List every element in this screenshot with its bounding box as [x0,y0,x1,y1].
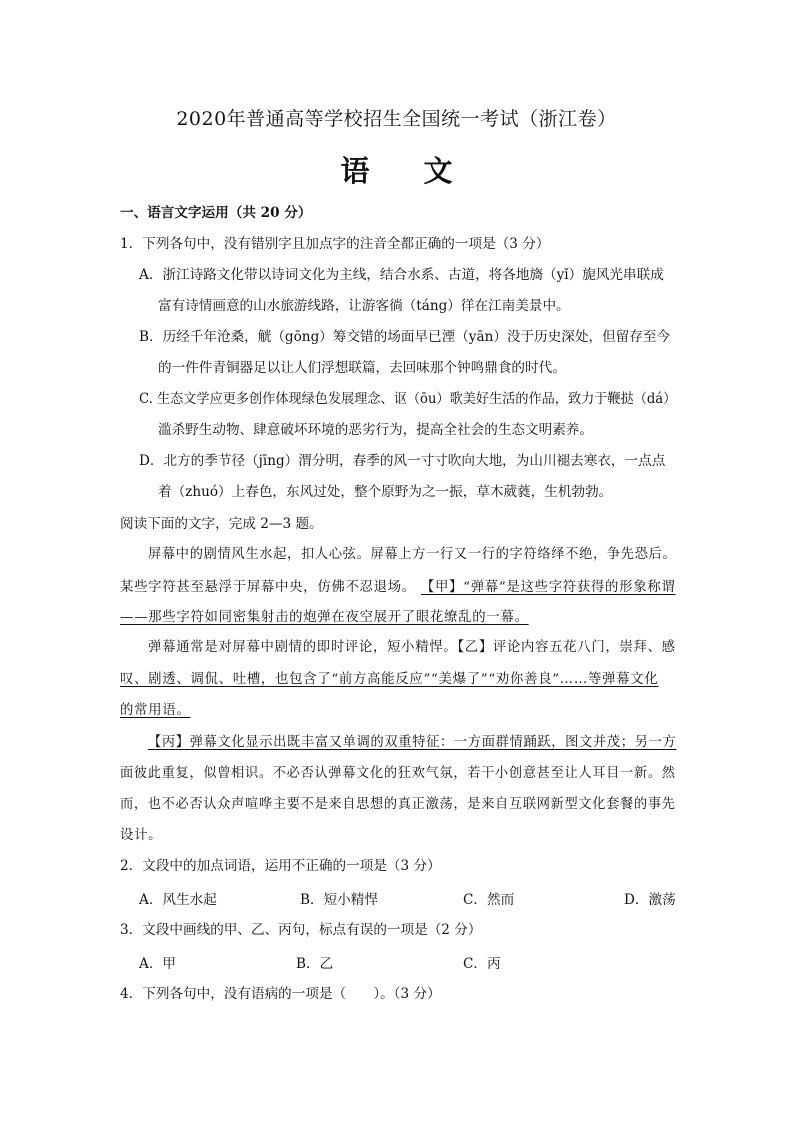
q1-option-d-line2: 着（zhuó）上春色，东风过处，整个原野为之一振，草木葳蕤，生机勃勃。 [158,484,613,500]
passage-p1-line2 [120,578,676,598]
q2-option-c: C．然而 [463,892,515,908]
q1-option-a-line2: 富有诗情画意的山水旅游线路，让游客徜（táng）徉在江南美景中。 [158,298,570,314]
exam-title: 2020年普通高等学校招生全国统一考试（浙江卷） [176,108,617,130]
q1-option-c-line1: C. 生态文学应更多创作体现绿色发展理念、讴（ōu）歌美好生活的作品，致力于鞭挞（dá） [139,391,677,407]
q2-option-d: D．激荡 [624,892,676,908]
q2-option-b: B．短小精悍 [300,892,378,908]
q3-option-c: C．丙 [463,956,501,972]
sentence-jia: 【甲】“弹幕”是这些字符获得的形象称谓 [420,580,676,595]
q1-option-c-line2: 滥杀野生动物、肆意破坏环境的恶劣行为，提高全社会的生态文明素养。 [158,422,593,438]
q2-option-a: A．风生水起 [139,892,217,908]
passage-p3-line2: 面彼此重复，似曾相识。不必否认弹幕文化的狂欢气氛，若干小创意甚至让人耳目一新。然 [120,766,676,781]
subject-title: 语 文 [340,154,475,188]
section-heading: 一、语言文字运用（共 20 分） [120,205,312,221]
passage-p3-line1: 【丙】弹幕文化显示出既丰富又单调的双重特征：一方面群情踊跃，图文并茂；另一方 [148,735,677,750]
passage-p1-line3: ——那些字符如同密集射击的炮弹在夜空展开了眼花缭乱的一幕。 [120,610,529,625]
q1-option-a-line1: A．浙江诗路文化带以诗词文化为主线，结合水系、古道，将各地旖（yǐ）旎风光串联成 [139,267,664,283]
passage-p2-line2: 叹、剧透、调侃、吐槽，也包含了“前方高能反应”“美爆了”“劝你善良”……等弹幕文化 [120,672,659,687]
q1-option-b-line1: B．历经千年沧桑，觥（gōng）筹交错的场面早已湮（yān）没于历史深处，但留存至今 [139,329,671,345]
q3-option-a: A．甲 [139,956,177,972]
q1-option-b-line2: 的一件件青铜器足以让人们浮想联篇，去回味那个钟鸣鼎食的时代。 [158,360,566,376]
q1-option-d-line1: D．北方的季节径（jīng）渭分明，春季的风一寸寸吹向大地，为山川褪去寒衣，一点点 [139,453,666,469]
q3-stem: 3．文段中画线的甲、乙、丙句，标点有误的一项是（2 分） [120,922,482,938]
q4-stem: 4．下列各句中，没有语病的一项是（ ）。（3 分） [120,986,441,1002]
q1-stem: 1．下列各句中，没有错别字且加点字的注音全都正确的一项是（3 分） [120,236,550,252]
passage-p1-line2-text: 某些字符甚至悬浮于屏幕中央，仿佛不忍退场。 [120,580,416,595]
q2-stem: 2．文段中的加点词语，运用不正确的一项是（3 分） [120,858,441,874]
passage-p2-line1: 弹幕通常是对屏幕中剧情的即时评论，短小精悍。【乙】评论内容五花八门，崇拜、感 [148,640,676,655]
q3-option-b: B．乙 [296,956,334,972]
passage-p3-line3: 而，也不必否认众声喧哗主要不是来自思想的真正激荡，是来自互联网新型文化套餐的事先 [120,797,676,812]
passage-p2-line3: 的常用语。 [120,703,191,718]
reading-lead: 阅读下面的文字，完成 2—3 题。 [120,516,323,532]
passage-p3-line4: 设计。 [120,828,163,843]
passage-p1-line1: 屏幕中的剧情风生水起，扣人心弦。屏幕上方一行又一行的字符络绎不绝，争先恐后。 [148,547,677,562]
